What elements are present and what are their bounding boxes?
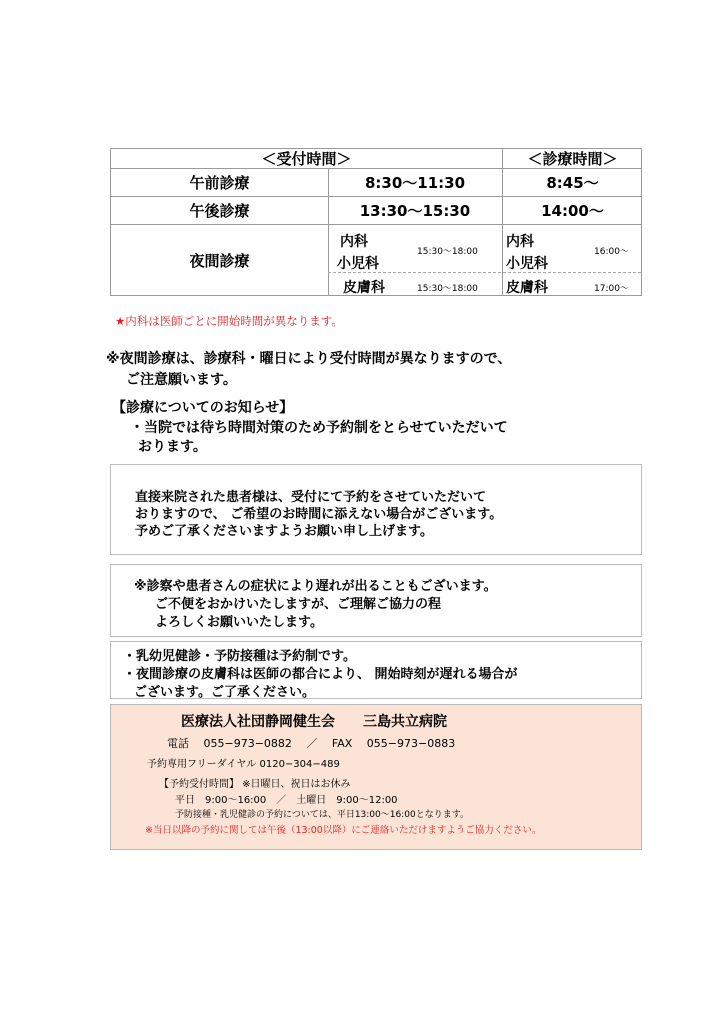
header-reception: ＜受付時間＞	[261, 150, 352, 168]
reservation-line2: ・夜間診療の皮膚科は医師の都合により、 開始時刻が遅れる場合が	[123, 667, 518, 682]
evening-dept-dermatology: 皮膚科	[343, 280, 385, 296]
note-start-time-varies: ★内科は医師ごとに開始時間が異なります。	[115, 314, 343, 328]
evening-reception-internal-pediatrics: 15:30〜18:00	[417, 247, 478, 257]
evening-dept-internal: 内科	[340, 234, 368, 250]
reservation-line3: ございます。ご了承ください。	[134, 685, 315, 700]
evening-consult-dept-pediatrics: 小児科	[506, 256, 548, 272]
walkin-line1: 直接来院された患者様は、受付にて予約をさせていただいて	[135, 490, 487, 505]
afternoon-reception: 13:30〜15:30	[359, 201, 471, 220]
same-day-reservation-note: ※当日以降の予約に関しては午後（13:00以降）にご連絡いただけますようご協力ください。	[145, 825, 542, 836]
free-dial: 予約専用フリーダイヤル 0120−304−489	[147, 759, 340, 770]
afternoon-consult: 14:00〜	[541, 201, 604, 220]
evening-dept-pediatrics: 小児科	[337, 256, 379, 272]
evening-consult-dermatology: 17:00〜	[594, 284, 629, 294]
reservation-hours: 平日 9:00〜16:00 ／ 土曜日 9:00〜12:00	[175, 795, 398, 806]
morning-consult: 8:45〜	[546, 173, 599, 192]
walkin-line2: おりますので、 ご希望のお時間に添えない場合がございます。	[135, 507, 503, 522]
morning-label: 午前診療	[189, 173, 250, 192]
vaccine-reservation-hours: 予防接種・乳児健診の予約については、平日13:00〜16:00となります。	[175, 810, 469, 820]
evening-label: 夜間診療	[189, 252, 250, 270]
walkin-line3: 予めご了承くださいますようお願い申し上げます。	[135, 524, 433, 539]
evening-consult-internal-pediatrics: 16:00〜	[594, 247, 629, 257]
evening-reception-dermatology: 15:30〜18:00	[417, 284, 478, 294]
phone-fax: 電話 055−973−0882 ／ FAX 055−973−0883	[167, 737, 456, 750]
note-evening-line2: ご注意願います。	[126, 372, 237, 388]
note-evening-line1: ※夜間診療は、診療科・曜日により受付時間が異なりますので、	[106, 351, 512, 367]
delay-line3: よろしくお願いいたします。	[155, 615, 323, 630]
notice-box-delay	[110, 564, 642, 637]
evening-consult-dept-internal: 内科	[506, 234, 534, 250]
notice-box-reservation	[110, 641, 642, 699]
notice-line2: おります。	[138, 439, 207, 455]
hospital-name: 医療法人社団静岡健生会 三島共立病院	[181, 714, 447, 730]
morning-reception: 8:30〜11:30	[364, 173, 466, 192]
reservation-line1: ・乳幼児健診・予防接種は予約制です。	[123, 649, 356, 664]
notice-line1: ・当院では待ち時間対策のため予約制をとらせていただいて	[130, 420, 508, 436]
hospital-contact-box	[110, 704, 642, 850]
delay-line2: ご不便をおかけいたしますが、ご理解ご協力の程	[155, 597, 442, 612]
reservation-hours-title: 【予約受付時間】 ※日曜日、祝日はお休み	[159, 779, 351, 790]
afternoon-label: 午後診療	[189, 201, 250, 220]
header-consult: ＜診療時間＞	[527, 150, 618, 168]
notice-title: 【診療についてのお知らせ】	[112, 400, 294, 416]
delay-line1: ※診察や患者さんの症状により遅れが出ることもございます。	[134, 579, 497, 594]
schedule-table	[110, 148, 642, 296]
notice-box-walkin	[110, 464, 642, 555]
evening-consult-dept-dermatology: 皮膚科	[506, 280, 548, 296]
